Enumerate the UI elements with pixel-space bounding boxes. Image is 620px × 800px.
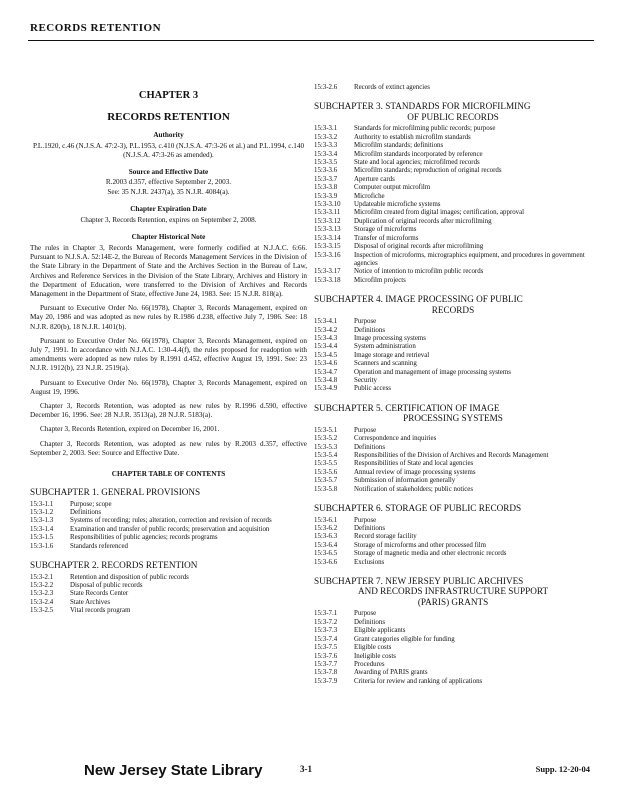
section-number: 15:3-4.3 (314, 334, 338, 342)
section-number: 15:3-5.8 (314, 485, 338, 493)
section-number: 15:3-4.4 (314, 343, 338, 351)
toc-item (30, 534, 307, 542)
toc-item (314, 335, 592, 343)
section-title: Duplication of original records after microfilming (354, 217, 492, 225)
section-title: Microfiche (354, 192, 385, 200)
history-paragraph: Chapter 3, Records Retention, expired on December 16, 2001. (40, 425, 220, 434)
section-number: 15:3-1.2 (30, 508, 54, 516)
section-number: 15:3-3.18 (314, 276, 341, 284)
authority-text: P.L.1920, c.46 (N.J.S.A. 47:2-3), P.L.1953, c.410 (N.J.S.A. 47:3-26 et al.) and P.L.1994, c.140 (N.J.S.A. 47:3-26 as amended). (32, 142, 305, 160)
section-title: Exclusions (354, 558, 385, 566)
page-number: 3-1 (300, 764, 312, 774)
toc-item (314, 452, 592, 460)
section-number: 15:3-3.8 (314, 184, 338, 192)
toc-item (30, 501, 307, 509)
toc-item (30, 509, 307, 517)
subchapter-4-heading-line: SUBCHAPTER 4. IMAGE PROCESSING OF PUBLIC (314, 294, 523, 305)
toc-item (314, 235, 592, 243)
section-title: Submission of information generally (354, 477, 456, 485)
subchapter-4-heading-line: RECORDS (431, 304, 475, 315)
subchapter-1-heading: SUBCHAPTER 1. GENERAL PROVISIONS (30, 487, 201, 498)
section-title: Inspection of microforms, micrographics equipment, and procedures in government agencies (354, 251, 585, 267)
section-title: Disposal of original records after microfilming (354, 243, 484, 251)
toc-item (30, 574, 307, 582)
section-title: Criteria for review and ranking of applications (354, 677, 483, 685)
toc-item (314, 559, 592, 567)
subchapter-3-heading (314, 101, 592, 122)
section-number: 15:3-4.9 (314, 385, 338, 393)
section-number: 15:3-2.3 (30, 590, 54, 598)
toc-item (314, 226, 592, 234)
section-title: Purpose (354, 426, 377, 434)
toc-item (314, 142, 592, 150)
section-number: 15:3-3.14 (314, 234, 341, 242)
section-number: 15:3-2.2 (30, 581, 54, 589)
section-number: 15:3-5.3 (314, 443, 338, 451)
section-title: Ineligible costs (354, 652, 396, 660)
subchapter-4-heading (314, 294, 592, 315)
toc-item (314, 427, 592, 435)
toc-item (314, 619, 592, 627)
toc-item (314, 636, 592, 644)
subchapter-1-list (30, 501, 307, 551)
section-title: System administration (354, 343, 416, 351)
toc-item (30, 590, 307, 598)
toc-item (314, 525, 592, 533)
section-number: 15:3-6.2 (314, 524, 338, 532)
toc-item (314, 159, 592, 167)
section-number: 15:3-3.13 (314, 226, 341, 234)
toc-item (314, 167, 592, 175)
running-header (28, 18, 594, 41)
section-title: State and local agencies; microfilmed records (354, 159, 480, 167)
section-number: 15:3-3.11 (314, 209, 341, 217)
subchapter-2-list (30, 574, 307, 616)
toc-item (314, 151, 592, 159)
section-number: 15:3-7.5 (314, 644, 338, 652)
section-number: 15:3-5.4 (314, 452, 338, 459)
toc-item (314, 268, 592, 276)
section-number: 15:3-2.4 (30, 598, 54, 606)
section-title: Procedures (354, 660, 385, 668)
section-title: Public access (354, 385, 391, 393)
toc-item (314, 435, 592, 443)
toc-item (314, 327, 592, 335)
section-title: Purpose; scope (70, 500, 112, 508)
section-number: 15:3-4.8 (314, 376, 338, 384)
section-number: 15:3-3.15 (314, 243, 341, 251)
authority-heading: Authority (153, 131, 184, 139)
section-number: 15:3-1.4 (30, 525, 54, 533)
section-number: 15:3-7.1 (314, 610, 338, 618)
section-number: 15:3-1.3 (30, 517, 54, 525)
toc-item (314, 184, 592, 192)
section-number: 15:3-7.2 (314, 618, 338, 626)
section-title: Record storage facility (354, 533, 417, 541)
section-number: 15:3-2.5 (30, 607, 54, 615)
section-number: 15:3-3.6 (314, 167, 338, 175)
history-paragraph: Pursuant to Executive Order No. 66(1978), Chapter 3, Records Management, expired on July 7, 1991. In accordance with N.J.A.C. 1:30-4.4(f), the rules proposed for readoption with amendments were adopted as new rules by R.1991 d.452, effective August 19, 1991. See: 23 N.J.R. 1912(b), 23 N.J.R. 2519(a). (30, 336, 307, 373)
library-name: New Jersey State Library (84, 762, 263, 779)
section-title: State Records Center (70, 590, 129, 598)
section-number: 15:3-6.5 (314, 550, 338, 558)
toc-item (314, 678, 592, 686)
history-paragraph: The rules in Chapter 3, Records Management, were formerly codified at N.J.A.C. 6:66. Pursuant to N.J.S.A. 52:14E-2, the Bureau of Records Management Services in the Division of the State Library in the Department of State and the Archives Section in the Bureau of Law, Archives and Reference Services in the Division of the State Library, Archives and History in the Department of Education, were transferred to the Division of Archives and Records Management in the Department of State, effective June 24, 1983. See: 15 N.J.R. 818(a). (30, 244, 307, 299)
section-title: State Archives (70, 598, 110, 606)
toc-item (30, 526, 307, 534)
section-number: 15:3-5.1 (314, 426, 338, 434)
section-title: Updateable microfiche systems (354, 201, 441, 209)
source-line-1: R.2003 d.357, effective September 2, 2003. (105, 178, 232, 187)
subchapter-6-heading: SUBCHAPTER 6. STORAGE OF PUBLIC RECORDS (314, 503, 522, 514)
toc-item (30, 582, 307, 590)
section-number: 15:3-3.4 (314, 150, 338, 158)
section-title: Responsibilities of the Division of Archives and Records Management (354, 452, 549, 459)
section-title: Microfilm standards incorporated by reference (354, 150, 483, 158)
section-number: 15:3-1.5 (30, 534, 54, 542)
section-title: Microfilm created from digital images; certification, approval (354, 209, 525, 217)
section-number: 15:3-5.5 (314, 460, 338, 468)
section-number: 15:3-3.10 (314, 201, 341, 209)
section-title: Annual review of image processing systems (354, 468, 476, 476)
section-title: Purpose (354, 318, 377, 326)
section-number: 15:3-4.2 (314, 326, 338, 334)
section-title: Scanners and scanning (354, 360, 417, 368)
section-title: Records of extinct agencies (354, 84, 430, 91)
section-title: Eligible costs (354, 644, 392, 652)
left-column (30, 66, 307, 616)
toc-heading: CHAPTER TABLE OF CONTENTS (111, 470, 226, 479)
toc-item (30, 543, 307, 551)
section-title: Aperture cards (354, 175, 395, 183)
subchapter-5-heading (314, 403, 592, 424)
section-number: 15:3-2.6 (314, 84, 338, 91)
section-number: 15:3-3.3 (314, 142, 338, 150)
section-number: 15:3-3.5 (314, 159, 338, 167)
section-title: Image processing systems (354, 334, 426, 342)
section-number: 15:3-4.6 (314, 360, 338, 368)
subchapter-5-list (314, 427, 592, 494)
section-title: Microfilm standards; reproduction of original records (354, 167, 502, 175)
section-title: Vital records program (70, 607, 131, 615)
section-title: Disposal of public records (70, 581, 143, 589)
section-number: 15:3-1.1 (30, 500, 54, 508)
section-title: Standards for microfilming public records; purpose (354, 125, 496, 133)
section-number: 15:3-1.6 (30, 542, 54, 550)
page-footer (28, 762, 594, 784)
section-title: Responsibilities of State and local agencies (354, 460, 474, 468)
section-number: 15:3-7.7 (314, 660, 338, 668)
subchapter-7-heading-line: (PARIS) GRANTS (417, 596, 489, 607)
section-title: Grant categories eligible for funding (354, 635, 455, 643)
section-number: 15:3-4.5 (314, 351, 338, 359)
toc-item (314, 653, 592, 661)
expiration-text: Chapter 3, Records Retention, expires on September 2, 2008. (80, 215, 257, 224)
section-title: Definitions (70, 508, 102, 516)
section-number: 15:3-5.7 (314, 477, 338, 485)
section-title: Security (354, 376, 377, 384)
section-title: Storage of magnetic media and other electronic records (354, 550, 507, 558)
chapter-title: RECORDS RETENTION (107, 111, 230, 123)
subchapter-3-heading-line: OF PUBLIC RECORDS (407, 111, 499, 122)
section-number: 15:3-7.3 (314, 627, 338, 635)
section-title: Examination and transfer of public records; preservation and acquisition (70, 525, 270, 533)
toc-item (314, 477, 592, 485)
toc-item (314, 469, 592, 477)
section-title: Microfilm projects (354, 276, 406, 284)
toc-item (314, 627, 592, 635)
toc-item (314, 542, 592, 550)
section-number: 15:3-7.8 (314, 669, 338, 677)
history-paragraph: Chapter 3, Records Retention, was adopted as new rules by R.2003 d.357, effective September 2, 2003. See: Source and Effective Date. (30, 439, 307, 457)
section-title: Systems of recording; rules; alteration, correction and revision of records (70, 517, 272, 525)
section-number: 15:3-7.4 (314, 635, 338, 643)
section-title: Standards referenced (70, 542, 128, 550)
section-number: 15:3-3.1 (314, 125, 338, 133)
toc-item (314, 360, 592, 368)
section-number: 15:3-3.9 (314, 192, 338, 200)
section-title: Transfer of microforms (354, 234, 419, 242)
section-title: Microfilm standards; definitions (354, 142, 444, 150)
toc-item (30, 517, 307, 525)
section-number: 15:3-4.1 (314, 318, 338, 326)
section-title: Definitions (354, 443, 386, 451)
toc-item (314, 125, 592, 133)
section-title: Definitions (354, 524, 386, 532)
toc-item (314, 176, 592, 184)
history-paragraph: Chapter 3, Records Retention, was adopted as new rules by R.1996 d.590, effective December 16, 1996. See: 28 N.J.R. 3513(a), 28 N.J.R. 5183(a). (30, 402, 307, 420)
toc-item (314, 252, 592, 269)
subchapter-5-heading-line: SUBCHAPTER 5. CERTIFICATION OF IMAGE (314, 402, 500, 413)
subchapter-7-heading-line: AND RECORDS INFRASTRUCTURE SUPPORT (357, 586, 549, 597)
history-heading: Chapter Historical Note (131, 233, 206, 242)
toc-item (314, 486, 592, 494)
expiration-heading: Chapter Expiration Date (130, 204, 207, 213)
toc-item (314, 193, 592, 201)
toc-item (314, 369, 592, 377)
section-title: Awarding of PARIS grants (354, 669, 428, 677)
section-title: Authority to establish microfilm standards (354, 133, 471, 141)
toc-item (314, 517, 592, 525)
subchapter-7-heading-line: SUBCHAPTER 7. NEW JERSEY PUBLIC ARCHIVES (314, 575, 524, 586)
toc-item (314, 644, 592, 652)
toc-item (314, 209, 592, 217)
section-number: 15:3-6.4 (314, 541, 338, 549)
section-title: Image storage and retrieval (354, 351, 430, 359)
section-title: Definitions (354, 618, 386, 626)
toc-item (314, 134, 592, 142)
running-header-title: RECORDS RETENTION (30, 22, 162, 34)
section-number: 15:3-3.16 (314, 251, 341, 259)
toc-item (314, 243, 592, 251)
section-title: Operation and management of image processing systems (354, 368, 511, 376)
toc-item (314, 218, 592, 226)
section-number: 15:3-5.2 (314, 435, 338, 443)
section-number: 15:3-4.7 (314, 368, 338, 376)
subchapter-2-heading: SUBCHAPTER 2. RECORDS RETENTION (30, 560, 198, 571)
source-heading: Source and Effective Date (128, 168, 209, 177)
section-number: 15:3-7.6 (314, 652, 338, 660)
section-number: 15:3-6.6 (314, 558, 338, 566)
section-number: 15:3-3.12 (314, 217, 341, 225)
toc-item (314, 460, 592, 468)
toc-item (314, 661, 592, 669)
subchapter-3-heading-line: SUBCHAPTER 3. STANDARDS FOR MICROFILMING (314, 101, 531, 112)
toc-item (314, 669, 592, 677)
section-number: 15:3-3.2 (314, 133, 338, 141)
history-paragraph: Pursuant to Executive Order No. 66(1978), Chapter 3, Records Management, expired on May 20, 1986 and was adopted as new rules by R.1986 d.238, effective July 7, 1986. See: 18 N.J.R. 820(b), 18 N.J.R. 1401(b). (30, 304, 307, 331)
subchapter-3-list (314, 125, 592, 285)
toc-item (314, 84, 592, 92)
toc-item (314, 533, 592, 541)
section-title: Definitions (354, 326, 386, 334)
subchapter-6-list (314, 517, 592, 567)
section-title: Notice of intention to microfilm public records (354, 268, 484, 276)
toc-item (314, 201, 592, 209)
section-number: 15:3-2.1 (30, 573, 54, 581)
history-paragraph: Pursuant to Executive Order No. 66(1978), Chapter 3, Records Management, expired on August 19, 1996. (30, 378, 307, 396)
section-title: Notification of stakeholders; public notices (354, 485, 474, 493)
subchapter-7-heading (314, 576, 592, 608)
right-column (314, 84, 592, 686)
subchapter-4-list (314, 318, 592, 394)
toc-item (30, 607, 307, 615)
subchapter-5-heading-line: PROCESSING SYSTEMS (403, 413, 503, 424)
section-number: 15:3-6.1 (314, 516, 338, 524)
section-title: Computer output microfilm (354, 184, 431, 192)
toc-item (314, 352, 592, 360)
section-title: Correspondence and inquiries (354, 435, 437, 443)
toc-item (314, 318, 592, 326)
subchapter-7-list (314, 610, 592, 686)
toc-item (314, 343, 592, 351)
toc-item (314, 277, 592, 285)
section-number: 15:3-6.3 (314, 533, 338, 541)
section-title: Storage of microforms and other processed film (354, 541, 487, 549)
toc-item (314, 377, 592, 385)
toc-item (30, 599, 307, 607)
toc-item (314, 550, 592, 558)
chapter-number: CHAPTER 3 (138, 90, 199, 101)
toc-item (314, 385, 592, 393)
section-title: Purpose (354, 516, 377, 524)
source-line-2: See: 35 N.J.R. 2437(a), 35 N.J.R. 4084(a). (107, 187, 230, 196)
section-number: 15:3-3.17 (314, 268, 341, 276)
section-number: 15:3-5.6 (314, 468, 338, 476)
toc-item (314, 444, 592, 452)
section-title: Retention and disposition of public records (70, 573, 189, 581)
supplement-date: Supp. 12-20-04 (535, 764, 590, 774)
section-title: Responsibilities of public agencies; records programs (70, 534, 218, 542)
section-title: Eligible applicants (354, 627, 406, 635)
section-title: Purpose (354, 610, 377, 618)
section-number: 15:3-3.7 (314, 175, 338, 183)
section-number: 15:3-7.9 (314, 677, 338, 685)
section-title: Storage of microforms (354, 226, 417, 234)
toc-item (314, 610, 592, 618)
